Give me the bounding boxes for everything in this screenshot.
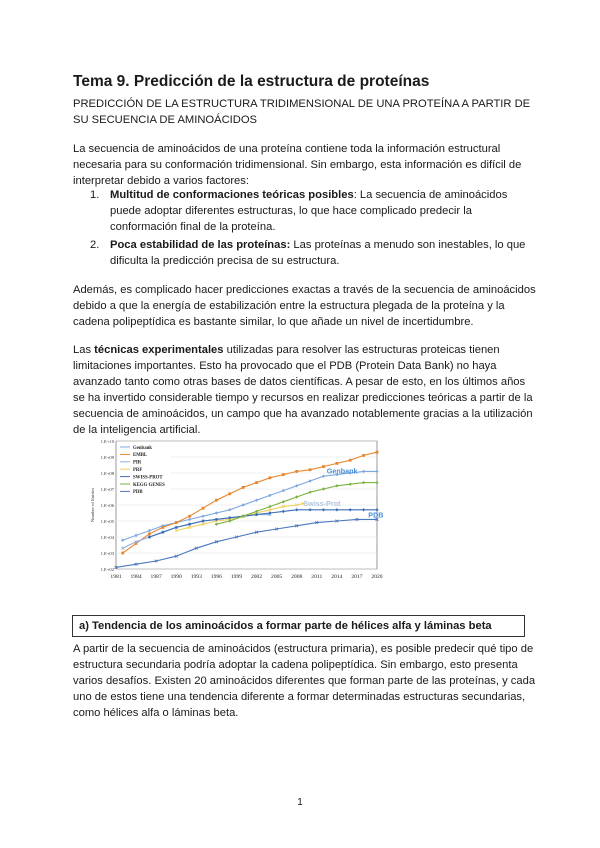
y-axis-label: Number of Entries bbox=[90, 487, 95, 523]
data-point bbox=[309, 468, 312, 471]
data-point bbox=[255, 481, 258, 484]
y-tick-label: 1.E+10 bbox=[100, 439, 114, 444]
page-subtitle: PREDICCIÓN DE LA ESTRUCTURA TRIDIMENSIONAL DE UNA PROTEÍNA A PARTIR DE SU SECUENCIA DE AMINOÁCIDOS bbox=[73, 98, 531, 126]
paragraph-text: Las bbox=[73, 344, 95, 356]
list-item-bold: Multitud de conformaciones teóricas posibles bbox=[110, 189, 354, 201]
data-point bbox=[188, 515, 191, 518]
list-number: 1. bbox=[90, 189, 100, 201]
chart-annotation: Swiss-Prot bbox=[303, 499, 341, 509]
chart-svg bbox=[90, 437, 390, 583]
legend-label: EMBL bbox=[133, 453, 148, 459]
paragraph-techniques bbox=[73, 342, 538, 438]
data-point bbox=[295, 470, 298, 473]
legend-label: KEGG GENES bbox=[133, 482, 165, 488]
data-point bbox=[269, 476, 272, 479]
x-tick-label: 1996 bbox=[210, 574, 222, 580]
data-point bbox=[282, 473, 285, 476]
data-point bbox=[161, 526, 164, 529]
data-point bbox=[242, 486, 245, 489]
data-point bbox=[349, 459, 352, 462]
page-title: Tema 9. Predicción de la estructura de proteínas bbox=[73, 73, 430, 90]
page-number: 1 bbox=[297, 797, 303, 808]
paragraph-energy: Además, es complicado hacer predicciones exactas a través de la secuencia de aminoácidos debido a que la energía de estabilización entre la estructura plegada de la proteína y la cadena polipeptídica es bastante similar, lo que añade un nivel de incertidumbre. bbox=[73, 284, 536, 328]
factor-list bbox=[73, 187, 538, 271]
legend-label: SWISS-PROT bbox=[133, 475, 163, 481]
x-tick-label: 1990 bbox=[170, 574, 182, 580]
chart-annotation: Genbank bbox=[326, 466, 358, 476]
x-tick-label: 1987 bbox=[150, 574, 162, 580]
paragraph-text: utilizadas para resolver las estructuras proteicas tienen limitaciones importantes. Esto ha provocado que el PDB (Protein Data Bank) no haya avanzado tanto como otras bases de datos científicas. A pesar de esto, en los últimos años se ha invertido considerable tiempo y recursos en realizar predicciones teóricas a partir de la secuencia de aminoácidos, un campo que ha avanzado notablemente gracias a la utilización de la inteligencia artificial. bbox=[73, 344, 533, 436]
paragraph-secondary-structure: A partir de la secuencia de aminoácidos (estructura primaria), es posible predecir qué tipo de estructura secundaria podría adoptar la cadena polipeptídica. Sin embargo, esto presenta varios desafíos. Existen 20 aminoácidos diferentes que forman parte de las proteínas, y cada uno de estos tiene una tendencia diferente a formar determinadas estructuras secundarias, como hélices alfa o láminas beta. bbox=[73, 643, 536, 719]
legend-label: PRF bbox=[133, 468, 143, 473]
y-tick-label: 1.E+05 bbox=[100, 519, 114, 524]
x-tick-label: 2011 bbox=[311, 574, 323, 580]
data-point bbox=[121, 552, 124, 555]
database-growth-chart bbox=[90, 437, 390, 583]
data-point bbox=[148, 532, 151, 535]
x-tick-label: 2005 bbox=[271, 574, 283, 580]
x-tick-label: 2008 bbox=[291, 574, 303, 580]
intro-paragraph: La secuencia de aminoácidos de una proteína contiene toda la información estructural necesaria para su conformación tridimensional. Sin embargo, esta información es difícil de interpretar debido a varios factores: bbox=[73, 143, 522, 187]
data-point bbox=[202, 507, 205, 510]
data-point bbox=[322, 465, 325, 468]
y-tick-label: 1.E+07 bbox=[100, 487, 114, 492]
x-tick-label: 2002 bbox=[250, 574, 263, 580]
list-item-text: Las proteínas a menudo son inestables, lo que dificulta la predicción precisa de su estructura. bbox=[110, 239, 526, 267]
y-tick-label: 1.E+02 bbox=[100, 567, 114, 572]
legend-label: PDB bbox=[133, 490, 143, 496]
data-point bbox=[228, 492, 231, 495]
x-tick-label: 1984 bbox=[130, 574, 142, 580]
x-tick-label: 1981 bbox=[110, 574, 122, 580]
list-item bbox=[73, 187, 538, 235]
legend-label: PIR bbox=[133, 460, 142, 466]
data-point bbox=[362, 454, 365, 457]
list-item bbox=[73, 237, 538, 269]
paragraph-bold: técnicas experimentales bbox=[94, 344, 224, 356]
data-point bbox=[376, 451, 379, 454]
data-point bbox=[215, 499, 218, 502]
x-tick-label: 2017 bbox=[351, 574, 363, 580]
list-item-text: : La secuencia de aminoácidos puede adoptar diferentes estructuras, lo que hace complicado predecir la conformación final de la proteína. bbox=[110, 189, 508, 233]
x-tick-label: 2014 bbox=[331, 574, 343, 580]
x-tick-label: 1993 bbox=[190, 574, 202, 580]
list-number: 2. bbox=[90, 239, 100, 251]
x-tick-label: 1999 bbox=[230, 574, 243, 580]
y-tick-label: 1.E+03 bbox=[100, 551, 114, 556]
y-tick-label: 1.E+08 bbox=[100, 471, 114, 476]
y-tick-label: 1.E+04 bbox=[100, 535, 114, 540]
data-point bbox=[175, 521, 178, 524]
x-tick-label: 2020 bbox=[371, 574, 383, 580]
y-tick-label: 1.E+09 bbox=[100, 455, 114, 460]
data-point bbox=[335, 462, 338, 465]
y-tick-label: 1.E+06 bbox=[100, 503, 114, 508]
chart-annotation: PDB bbox=[368, 510, 384, 520]
list-item-bold: Poca estabilidad de las proteínas: bbox=[110, 239, 291, 251]
legend-label: Genbank bbox=[133, 445, 152, 451]
section-a-heading: a) Tendencia de los aminoácidos a formar parte de hélices alfa y láminas beta bbox=[72, 615, 525, 637]
